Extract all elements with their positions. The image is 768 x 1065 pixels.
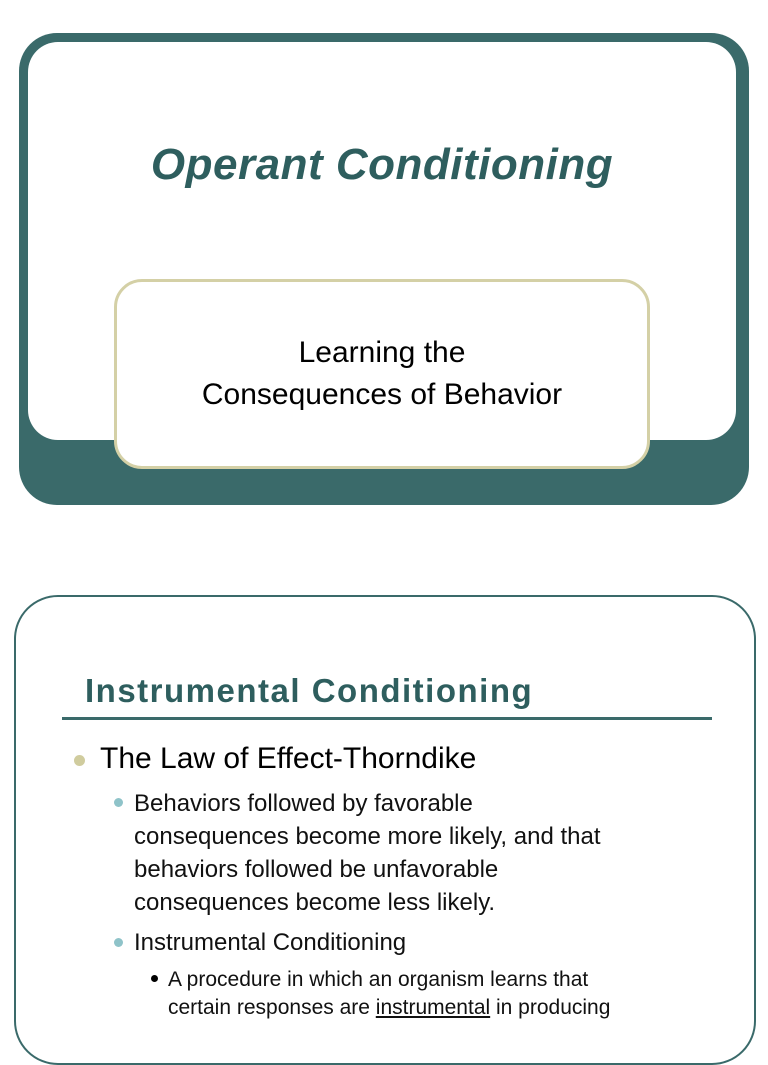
bullet-level2-a <box>134 787 714 919</box>
bullet-level3-line2 <box>168 994 728 1022</box>
bullet-level3-line2-after: in producing <box>490 996 611 1019</box>
bullet-level3 <box>168 966 728 1022</box>
slide1-title: Operant Conditioning <box>150 140 614 189</box>
bullet-level2-a-line: consequences become more likely, and that <box>134 823 601 850</box>
bullet-dot-icon <box>114 798 123 807</box>
bullet-dot-icon <box>74 755 85 766</box>
slide2-title-rule <box>62 717 712 720</box>
slide2-title: Instrumental Conditioning <box>85 672 534 709</box>
underlined-term: instrumental <box>375 996 491 1019</box>
bullet-dot-icon <box>114 938 123 947</box>
bullet-dot-icon <box>151 975 158 982</box>
bullet-level2-b: Instrumental Conditioning <box>134 929 407 956</box>
bullet-level1-text: The Law of Effect-Thorndike <box>100 742 477 775</box>
bullet-level2-a-line: consequences become less likely. <box>134 889 496 916</box>
slide1-subtitle-line1: Learning the <box>298 336 466 369</box>
slide1-subtitle-box <box>114 279 650 469</box>
bullet-level3-line1: A procedure in which an organism learns that <box>168 968 589 991</box>
bullet-level2-a-line: behaviors followed be unfavorable <box>134 856 499 883</box>
bullet-level3-line2-before: certain responses are <box>168 996 376 1019</box>
slide1-subtitle-line2: Consequences of Behavior <box>201 378 563 411</box>
bullet-level2-a-line: Behaviors followed by favorable <box>134 790 473 817</box>
